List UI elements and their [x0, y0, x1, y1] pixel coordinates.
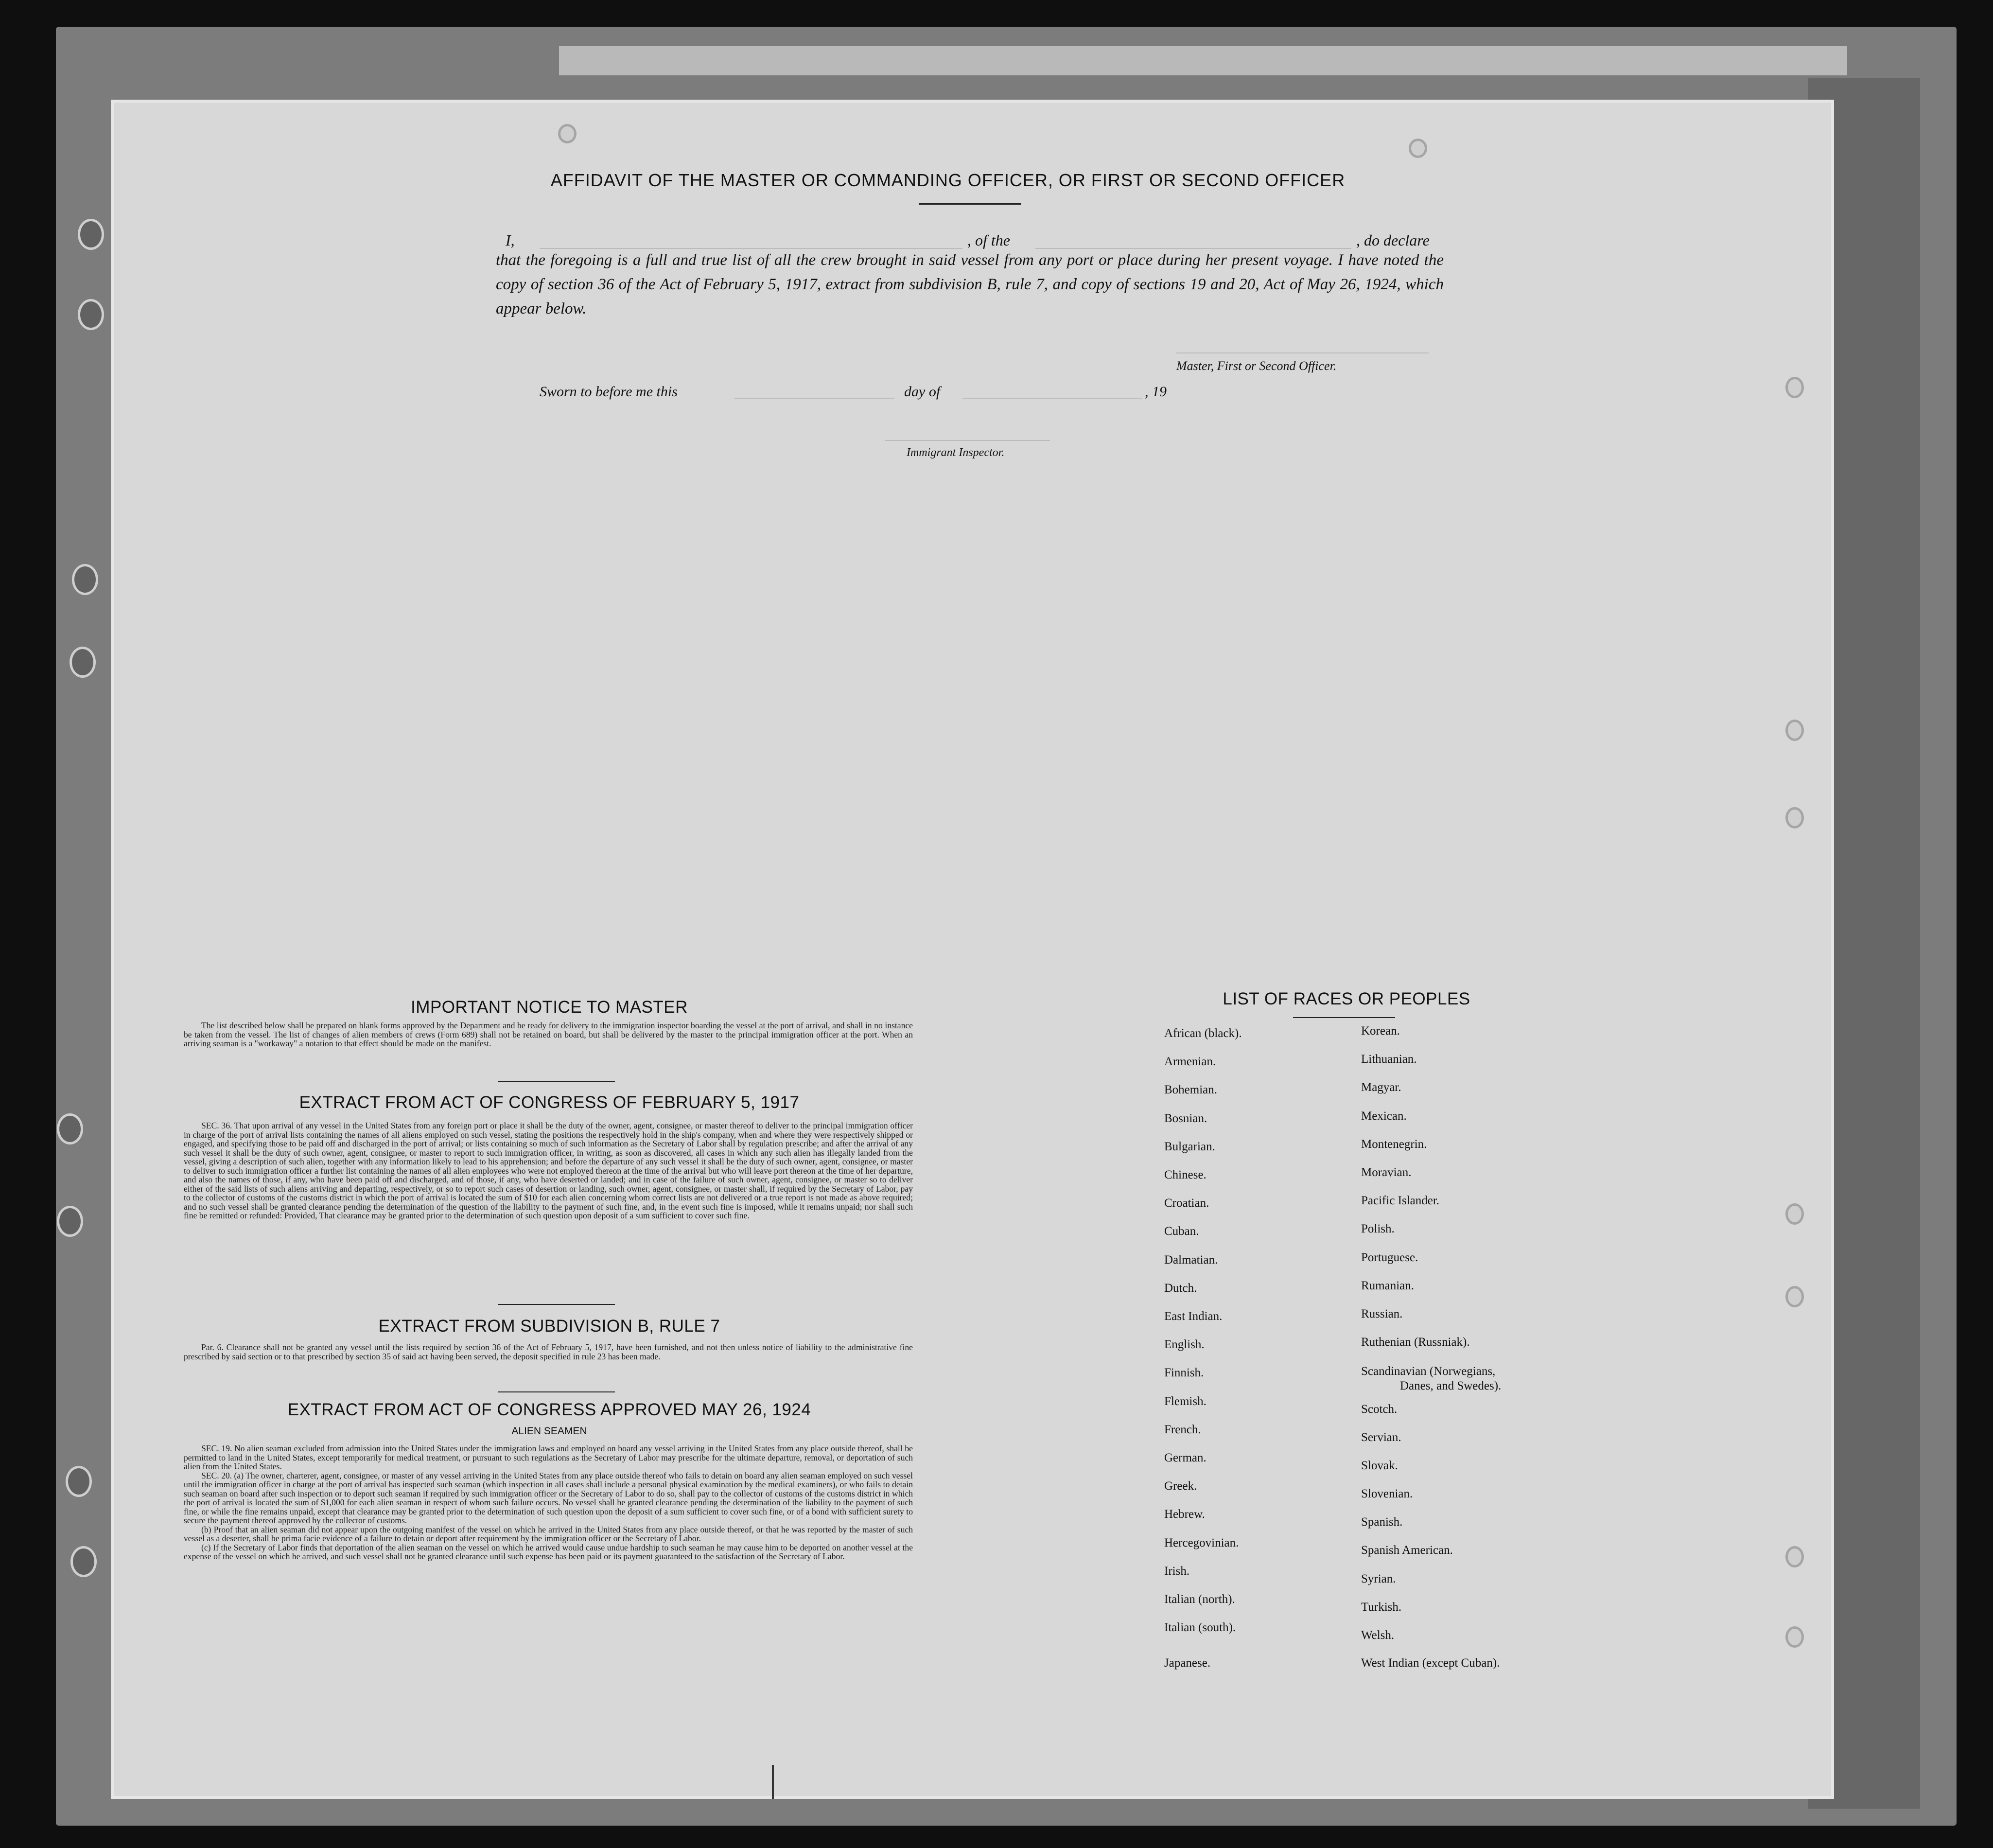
race-item: Turkish.: [1361, 1601, 1402, 1614]
notice-text: The list described below shall be prepared on blank forms approved by the Department and be ready for delivery to the immigration inspector boarding the vessel at the port of arrival, and shall in no instance be taken from the vessel. The list of changes of alien members of crews (Form 689) shall not be retained on board, but shall be delivered by the master to the principal immigration officer at the port. When an arriving seaman is a "workaway" a notation to that effect should be made on the manifest.: [184, 1021, 913, 1048]
binder-hole: [66, 1466, 92, 1497]
extract-1917-text: [184, 1121, 913, 1220]
punch-hole: [1785, 1286, 1804, 1307]
section-36-text: That upon arrival of any vessel in the United States from any foreign port or place it shall be the duty of the owner, agent, consignee, or master thereof to deliver to the principal immigration officer in charge of the port of arrival lists containing the names of all aliens employed on such vessel, stating the positions the respectively hold in the ship's company, when and where they were respectively shipped or engaged, and specifying those to be paid off and discharged in the port of arrival; or lists containing so much of such information as the Secretary of Labor shall by regulation prescribe; and after the arrival of any such vessel it shall be the duty of such owner, agent, consignee, or master to report to such immigration officer, in writing, as soon as discovered, all cases in which any such alien has illegally landed from the vessel, giving a description of such alien, together with any information likely to lead to his apprehension; and before the departure of any such vessel it shall be the duty of such owner, agent, consignee, or master to deliver to such immigration officer a further list containing the names of all alien employees who were not employed thereon at the time of the arrival but who will leave port thereon at the time of her departure, and also the names of those, if any, who have been paid off and discharged, and of those, if any, who have deserted or landed; and in case of the failure of such owner, agent, consignee, or master so to deliver either of the said lists of such aliens arriving and departing, respectively, or so to report such cases of desertion or landing, such owner, agent, consignee, or master shall, if required by the Secretary of Labor, pay to the collector of customs of the customs district in which the port of arrival is located the sum of $10 for each alien concerning whom correct lists are not delivered or a true report is not made as above required; and no such vessel shall be granted clearance pending the determination of the question of the liability to the payment of such fine, and, in the event such fine is imposed, while it remains unpaid; nor shall such fine be remitted or refunded: Provided, That clearance may be granted prior to the determination of such question upon deposit of a sum sufficient to cover such fine.: [184, 1121, 913, 1220]
race-item: Chinese.: [1164, 1168, 1206, 1181]
race-item: Slovak.: [1361, 1459, 1398, 1472]
race-item: East Indian.: [1164, 1310, 1223, 1323]
race-item: Croatian.: [1164, 1197, 1209, 1210]
extract-rule7-title: EXTRACT FROM SUBDIVISION B, RULE 7: [378, 1317, 720, 1336]
title-rule: [919, 203, 1021, 205]
declaration-i: I,: [506, 231, 515, 249]
section-19-text: SEC. 19. No alien seaman excluded from admission into the United States under the immigration laws and employed on board any vessel arriving in the United States from any place outside thereof, shall be permitted to land in the United States, except temporarily for medical treatment, or pursuant to such regulations as the Secretary of Labor may prescribe for the ultimate departure, removal, or deportation of such alien from the United States.: [184, 1443, 913, 1471]
race-item: Italian (south).: [1164, 1621, 1236, 1634]
day-of-label: day of: [904, 384, 941, 400]
race-item: Pacific Islander.: [1361, 1194, 1440, 1207]
sworn-month-field[interactable]: [962, 398, 1142, 399]
section-20b-text: (b) Proof that an alien seaman did not appear upon the outgoing manifest of the vessel on which he arrived in the United States from any place outside thereof, or that he was reported by the master of such vessel as a deserter, shall be prima facie evidence of a failure to detain or deport after requirement by the immigration officer or the Secretary of Labor.: [184, 1524, 913, 1543]
extract-1917-body: [184, 1121, 913, 1220]
race-item: Polish.: [1361, 1222, 1395, 1235]
alien-seamen-subtitle: ALIEN SEAMEN: [511, 1426, 587, 1437]
binder-hole: [57, 1113, 83, 1144]
section-rule: [498, 1304, 615, 1305]
race-item-continued: Danes, and Swedes).: [1400, 1379, 1502, 1392]
race-item: German.: [1164, 1451, 1206, 1464]
race-item: Rumanian.: [1361, 1279, 1415, 1292]
race-item: Servian.: [1361, 1431, 1401, 1444]
race-item: Dalmatian.: [1164, 1253, 1218, 1267]
race-item: Bosnian.: [1164, 1112, 1207, 1125]
punch-hole: [1785, 1626, 1804, 1648]
race-item: Montenegrin.: [1361, 1138, 1427, 1151]
binder-hole: [78, 219, 104, 250]
punch-hole: [1785, 720, 1804, 741]
race-item: Dutch.: [1164, 1282, 1197, 1295]
section-36-label: SEC. 36.: [201, 1121, 232, 1130]
declaration-do-declare: , do declare: [1356, 231, 1430, 249]
race-item: Irish.: [1164, 1565, 1190, 1578]
section-rule: [498, 1391, 615, 1392]
binder-hole: [70, 647, 96, 678]
race-item: Bohemian.: [1164, 1083, 1218, 1096]
binder-hole: [78, 299, 104, 330]
races-title: LIST OF RACES OR PEOPLES: [1223, 989, 1470, 1008]
punch-hole: [1785, 1203, 1804, 1225]
race-item: Scotch.: [1361, 1403, 1398, 1416]
extract-1924-body: [184, 1444, 913, 1561]
punch-hole: [1785, 377, 1804, 398]
punch-hole: [1785, 1546, 1804, 1567]
inspector-label: Immigrant Inspector.: [907, 446, 1005, 459]
race-item: Magyar.: [1361, 1081, 1401, 1094]
declaration-paragraph: that the foregoing is a full and true list of all the crew brought in said vessel from any port or place during her present voyage. I have noted the copy of section 36 of the Act of February 5, 1917, extract from subdivision B, rule 7, and copy of sections 19 and 20, Act of May 26, 1924, which appear below.: [496, 251, 1444, 317]
race-item: Ruthenian (Russniak).: [1361, 1336, 1470, 1349]
rule7-text: Par. 6. Clearance shall not be granted any vessel until the lists required by section 36 of the Act of February 5, 1917, have been furnished, and not then unless notice of liability to the administrative fine prescribed by said section or to that prescribed by section 35 of said act having been served, the deposit specified in rule 23 has been made.: [184, 1342, 913, 1361]
race-item: West Indian (except Cuban).: [1361, 1656, 1500, 1670]
races-rule: [1293, 1017, 1395, 1018]
master-signature-line[interactable]: [1176, 352, 1429, 353]
punch-hole: [1409, 139, 1427, 158]
race-item: Syrian.: [1361, 1572, 1396, 1585]
section-20c-text: (c) If the Secretary of Labor finds that deportation of the alien seaman on the vessel on which he arrived would cause undue hardship to such seaman he may cause him to be deported on another vessel at the expense of the vessel on which he arrived, and such vessel shall not be granted clearance until such expense has been paid or its payment guaranteed to the satisfaction of the Secretary of Labor.: [184, 1542, 913, 1561]
race-item: Spanish American.: [1361, 1544, 1453, 1557]
race-item: English.: [1164, 1338, 1205, 1351]
notice-title: IMPORTANT NOTICE TO MASTER: [411, 998, 688, 1017]
extract-1917-title: EXTRACT FROM ACT OF CONGRESS OF FEBRUARY 5, 1917: [299, 1093, 800, 1112]
notice-body: [184, 1021, 913, 1048]
race-item: Hebrew.: [1164, 1508, 1205, 1521]
race-item: Armenian.: [1164, 1055, 1216, 1068]
race-item: Lithuanian.: [1361, 1053, 1417, 1066]
race-item: Portuguese.: [1361, 1251, 1418, 1264]
race-item: Cuban.: [1164, 1225, 1199, 1238]
binder-hole: [72, 564, 98, 595]
binder-hole: [57, 1206, 83, 1237]
affidavit-title: AFFIDAVIT OF THE MASTER OR COMMANDING OFFICER, OR FIRST OR SECOND OFFICER: [550, 170, 1346, 190]
race-item: Slovenian.: [1361, 1487, 1413, 1500]
background-sheet-edge: [559, 46, 1847, 75]
race-item: Greek.: [1164, 1479, 1197, 1493]
extract-rule7-body: [184, 1343, 913, 1361]
race-item: Spanish.: [1361, 1515, 1403, 1529]
sworn-day-field[interactable]: [734, 398, 894, 399]
year-label: , 19: [1145, 384, 1167, 400]
binder-hole: [70, 1546, 97, 1577]
paper-mark: [772, 1765, 774, 1799]
race-item: Finnish.: [1164, 1366, 1204, 1379]
race-item: Hercegovinian.: [1164, 1536, 1239, 1549]
race-item: Welsh.: [1361, 1629, 1395, 1642]
race-item: African (black).: [1164, 1027, 1242, 1040]
race-item: Bulgarian.: [1164, 1140, 1215, 1153]
punch-hole: [558, 124, 577, 143]
race-item: Russian.: [1361, 1307, 1403, 1320]
race-item: Korean.: [1361, 1024, 1400, 1038]
master-label: Master, First or Second Officer.: [1176, 359, 1337, 373]
race-item: French.: [1164, 1423, 1201, 1436]
sworn-label: Sworn to before me this: [540, 384, 678, 400]
extract-1924-title: EXTRACT FROM ACT OF CONGRESS APPROVED MAY 26, 1924: [287, 1400, 811, 1419]
race-item: Japanese.: [1164, 1656, 1211, 1670]
declaration-of-the: , of the: [967, 231, 1010, 249]
race-item: Moravian.: [1361, 1166, 1412, 1179]
race-item: Scandinavian (Norwegians,: [1361, 1365, 1496, 1378]
race-item: Mexican.: [1361, 1109, 1407, 1123]
section-rule: [498, 1081, 615, 1082]
race-item: Italian (north).: [1164, 1593, 1235, 1606]
section-20a-text: SEC. 20. (a) The owner, charterer, agent, consignee, or master of any vessel arriving in the United States from any place outside thereof who fails to detain on board any alien seaman employed on such vessel until the immigration officer in charge at the port of arrival has inspected such seaman (which inspection in all cases shall include a personal physical examination by the medical examiners), or who fails to detain such seaman on board after such inspection or to deport such seaman if required by such immigration officer or the Secretary of Labor to do so, shall pay to the collector of customs of the customs district in which the port of arrival is located the sum of $1,000 for each alien seaman in respect of whom such failure occurs. No vessel shall be granted clearance pending the determination of the liability to the payment of such fine, or while the fine remains unpaid, except that clearance may be granted prior to the determination of such question upon the deposit of a sum sufficient to cover such fine, or of a bond with sufficient surety to secure the payment thereof approved by the collector of customs.: [184, 1470, 913, 1525]
inspector-signature-line[interactable]: [885, 440, 1050, 441]
race-item: Flemish.: [1164, 1395, 1206, 1408]
punch-hole: [1785, 807, 1804, 828]
